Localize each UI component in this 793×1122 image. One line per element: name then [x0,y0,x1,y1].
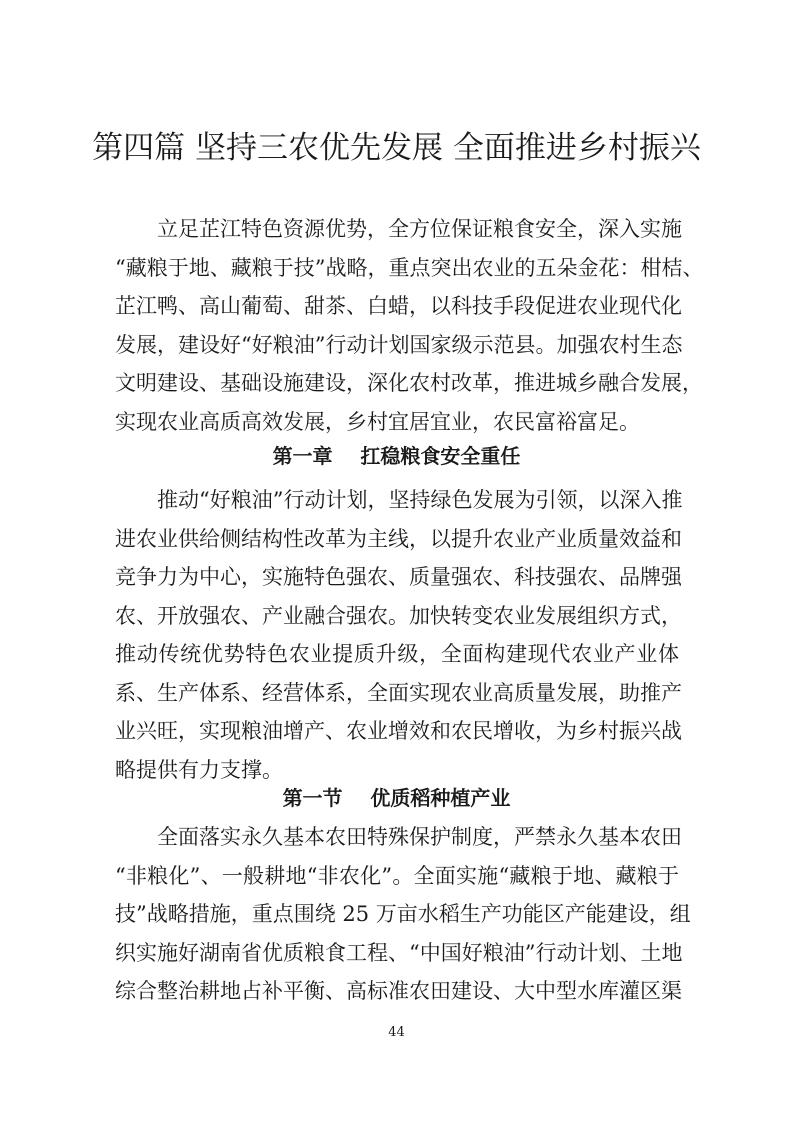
text-line: 推动传统优势特色农业提质升级，全面构建现代农业产业体 [115,642,679,666]
intro-paragraph [115,210,704,441]
text-line: 略提供有力支撑。 [115,757,283,782]
text-line: 推动“好粮油”行动计划，坚持绿色发展为引领，以深入推 [115,488,683,512]
text-line: 立足芷江特色资源优势，全方位保证粮食安全，深入实施 [115,217,682,241]
text-line: “藏粮于地、藏粮于技”战略，重点突出农业的五朵金花：柑桔、 [115,255,704,280]
part-title: 第四篇 坚持三农优先发展 全面推进乡村振兴 [92,130,701,166]
text-line: 技”战略措施，重点围绕 25 万亩水稻生产功能区产能建设，组 [115,902,691,926]
text-line: 综合整治耕地占补平衡、高标准农田建设、大中型水库灌区渠 [115,979,682,1003]
section-paragraph [115,818,691,1011]
text-line: 实现农业高质高效发展，乡村宜居宜业，农民富裕富足。 [115,409,640,434]
page-number: 44 [388,1025,405,1040]
text-line: 全面落实永久基本农田特殊保护制度，严禁永久基本农田 [115,825,682,849]
chapter-paragraph [115,481,683,789]
text-line: 发展，建设好“好粮油”行动计划国家级示范县。加强农村生态 [115,332,683,357]
text-line: 业兴旺，实现粮油增产、农业增效和农民增收，为乡村振兴战 [115,719,682,743]
text-line: 进农业供给侧结构性改革为主线，以提升农业产业质量效益和 [115,526,682,551]
text-line: “非粮化”、一般耕地“非农化”。全面实施“藏粮于地、藏粮于 [115,863,679,888]
section-heading: 第一节 优质稻种植产业 [282,786,511,810]
text-line: 农、开放强农、产业融合强农。加快转变农业发展组织方式， [115,603,682,628]
text-line: 芷江鸭、高山葡萄、甜茶、白蜡，以科技手段促进农业现代化 [115,294,682,318]
text-line: 竞争力为中心，实施特色强农、质量强农、科技强农、品牌强 [115,565,682,589]
text-line: 文明建设、基础设施建设，深化农村改革，推进城乡融合发展， [115,371,703,395]
chapter-heading: 第一章 扛稳粮食安全重任 [272,444,521,468]
text-line: 织实施好湖南省优质粮食工程、“中国好粮油”行动计划、土地 [115,940,683,965]
text-line: 系、生产体系、经营体系，全面实现农业高质量发展，助推产 [115,680,682,705]
